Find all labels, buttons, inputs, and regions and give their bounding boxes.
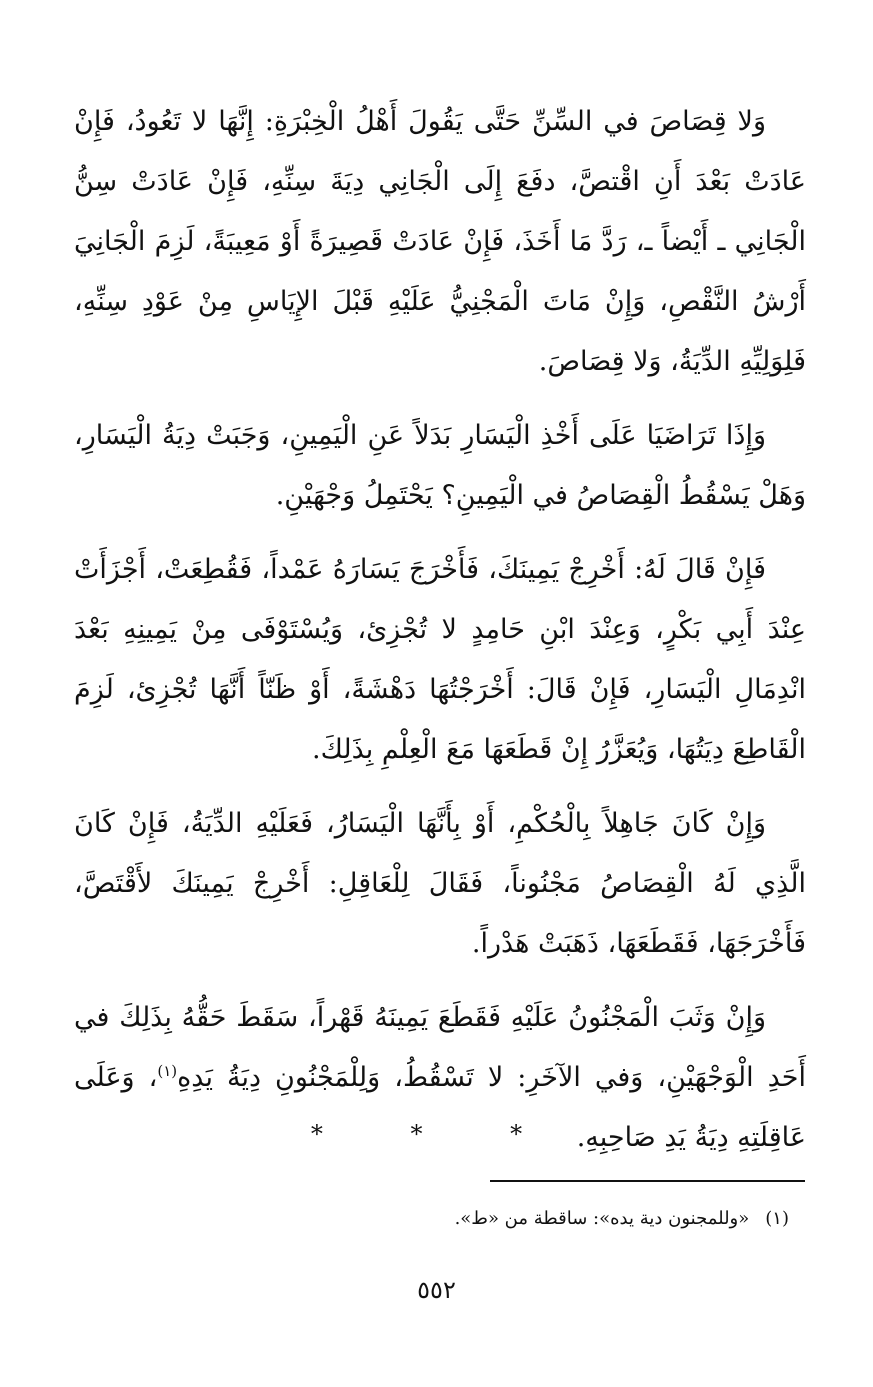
page-number: ٥٥٢: [417, 1276, 456, 1304]
footnote-number: (١): [765, 1208, 789, 1229]
paragraph-5-text-after: ، وَعَلَى عَاقِلَتِهِ دِيَةُ يَدِ صَاحِبِهِ.: [74, 1062, 806, 1153]
paragraph-3: فَإِنْ قَالَ لَهُ: أَخْرِجْ يَمِينَكَ، فَأَخْرَجَ يَسَارَهُ عَمْداً، فَقُطِعَتْ، أَجْزَأَتْ عِنْدَ أَبِي بَكْرٍ، وَعِنْدَ ابْنِ حَامِدٍ لا تُجْزِئ، وَيُسْتَوْفَى مِنْ يَمِينِهِ بَعْدَ انْدِمَالِ الْيَسَارِ، فَإِنْ قَالَ: أَخْرَجْتُهَا دَهْشَةً، أَوْ ظَنّاً أَنَّهَا تُجْزِئ، لَزِمَ الْقَاطِعَ دِيَتُهَا، وَيُعَزَّرُ إِنْ قَطَعَهَا مَعَ الْعِلْمِ بِذَلِكَ.: [74, 554, 806, 765]
section-separator: * * *: [310, 1120, 563, 1148]
footnote-reference[interactable]: (١): [157, 1062, 178, 1080]
footnote-text: «وللمجنون دية يده»: ساقطة من «ط».: [454, 1208, 750, 1229]
paragraph-1: وَلا قِصَاصَ في السِّنِّ حَتَّى يَقُولَ أَهْلُ الْخِبْرَةِ: إِنَّهَا لا تَعُودُ، فَإِنْ عَادَتْ بَعْدَ أَنِ اقْتصَّ، دفَعَ إِلَى الْجَانِي دِيَةَ سِنِّهِ، فَإِنْ عَادَتْ سِنُّ الْجَانِي ـ أَيْضاً ـ، رَدَّ مَا أَخَذَ، فَإِنْ عَادَتْ قَصِيرَةً أَوْ مَعِيبَةً، لَزِمَ الْجَانِيَ أَرْشُ النَّقْصِ، وَإِنْ مَاتَ الْمَجْنِيُّ عَلَيْهِ قَبْلَ الإِيَاسِ مِنْ عَوْدِ سِنِّهِ، فَلِوَلِيِّهِ الدِّيَةُ، وَلا قِصَاصَ.: [74, 106, 806, 377]
footnote: [89, 1208, 789, 1229]
paragraph-2: وَإِذَا تَرَاضَيَا عَلَى أَخْذِ الْيَسَارِ بَدَلاً عَنِ الْيَمِينِ، وَجَبَتْ دِيَةُ الْيَسَارِ، وَهَلْ يَسْقُطُ الْقِصَاصُ في الْيَمِينِ؟ يَحْتَمِلُ وَجْهَيْنِ.: [74, 420, 806, 511]
paragraph-4: وَإِنْ كَانَ جَاهِلاً بِالْحُكْمِ، أَوْ بِأَنَّهَا الْيَسَارُ، فَعَلَيْهِ الدِّيَةُ، فَإِنْ كَانَ الَّذِي لَهُ الْقِصَاصُ مَجْنُوناً، فَقَالَ لِلْعَاقِلِ: أَخْرِجْ يَمِينَكَ لأَقْتَصَّ، فَأَخْرَجَهَا، فَقَطَعَهَا، ذَهَبَتْ هَدْراً.: [74, 808, 806, 959]
footnote-divider: [490, 1180, 805, 1182]
paragraph-5-text-before: وَإِنْ وَثَبَ الْمَجْنُونُ عَلَيْهِ فَقَطَعَ يَمِينَهُ قَهْراً، سَقَطَ حَقُّهُ بِذَلِكَ في أَحَدِ الْوَجْهَيْنِ، وَفي الآخَرِ: لا تَسْقُطُ، وَلِلْمَجْنُونِ دِيَةُ يَدِهِ: [74, 1002, 806, 1093]
page-body: [74, 92, 806, 1182]
